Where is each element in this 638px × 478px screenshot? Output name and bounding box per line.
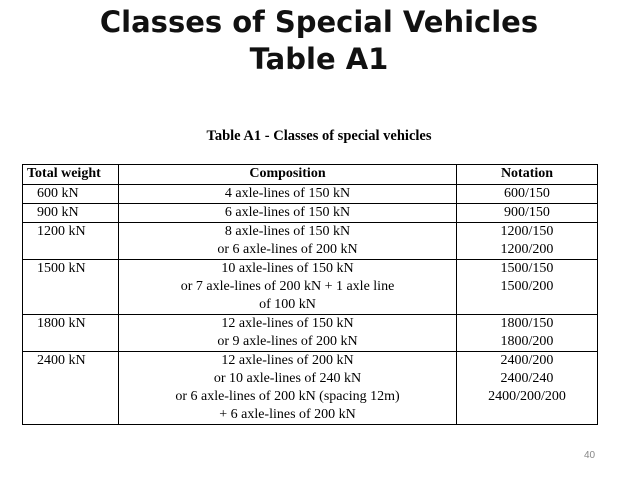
total-weight-cell: 1200 kN — [23, 223, 119, 260]
notation-line: 2400/200/200 — [488, 389, 566, 404]
slide-title — [0, 4, 638, 78]
special-vehicles-table — [22, 164, 598, 425]
composition-line: 8 axle-lines of 150 kN — [224, 224, 351, 239]
composition-line: or 9 axle-lines of 200 kN — [217, 334, 358, 349]
page-number: 40 — [584, 450, 596, 461]
composition-cell — [119, 315, 457, 352]
notation-line: 2400/240 — [500, 371, 554, 386]
composition-line: 4 axle-lines of 150 kN — [224, 186, 351, 201]
composition-line: 12 axle-lines of 200 kN — [221, 353, 354, 368]
notation-line: 900/150 — [504, 205, 550, 220]
notation-line: 1500/200 — [500, 279, 554, 294]
notation-line: 1200/150 — [500, 224, 554, 239]
table-row — [23, 352, 598, 425]
slide-title-line-1: Classes of Special Vehicles — [99, 5, 539, 39]
notation-line: 1200/200 — [500, 242, 554, 257]
total-weight-cell: 1800 kN — [23, 315, 119, 352]
header-notation: Notation — [457, 165, 598, 185]
composition-line: 10 axle-lines of 150 kN — [221, 261, 354, 276]
total-weight-cell: 2400 kN — [23, 352, 119, 425]
composition-line: 6 axle-lines of 150 kN — [224, 205, 351, 220]
composition-cell — [119, 185, 457, 204]
notation-cell — [457, 185, 598, 204]
table-row — [23, 315, 598, 352]
table-row — [23, 204, 598, 223]
table-body — [23, 185, 598, 425]
total-weight-cell: 600 kN — [23, 185, 119, 204]
total-weight-cell: 1500 kN — [23, 260, 119, 315]
composition-cell — [119, 352, 457, 425]
notation-cell — [457, 260, 598, 315]
composition-cell — [119, 204, 457, 223]
notation-cell — [457, 315, 598, 352]
notation-cell — [457, 352, 598, 425]
table-row — [23, 185, 598, 204]
notation-line: 2400/200 — [500, 353, 554, 368]
notation-cell — [457, 223, 598, 260]
notation-cell — [457, 204, 598, 223]
total-weight-cell: 900 kN — [23, 204, 119, 223]
composition-line: of 100 kN — [259, 297, 316, 312]
table-header-row — [23, 165, 598, 185]
composition-line: or 10 axle-lines of 240 kN — [213, 371, 362, 386]
table-caption: Table A1 - Classes of special vehicles — [206, 128, 432, 144]
header-total-weight: Total weight — [23, 165, 119, 185]
composition-line: or 7 axle-lines of 200 kN + 1 axle line — [180, 279, 395, 294]
slide-title-line-2: Table A1 — [249, 42, 389, 76]
composition-line: + 6 axle-lines of 200 kN — [219, 407, 356, 422]
header-composition: Composition — [119, 165, 457, 185]
notation-line: 1800/150 — [500, 316, 554, 331]
table-row — [23, 260, 598, 315]
table-row — [23, 223, 598, 260]
composition-cell — [119, 260, 457, 315]
notation-line: 1800/200 — [500, 334, 554, 349]
composition-line: 12 axle-lines of 150 kN — [221, 316, 354, 331]
notation-line: 1500/150 — [500, 261, 554, 276]
composition-line: or 6 axle-lines of 200 kN — [217, 242, 358, 257]
composition-cell — [119, 223, 457, 260]
composition-line: or 6 axle-lines of 200 kN (spacing 12m) — [175, 389, 400, 404]
notation-line: 600/150 — [504, 186, 550, 201]
